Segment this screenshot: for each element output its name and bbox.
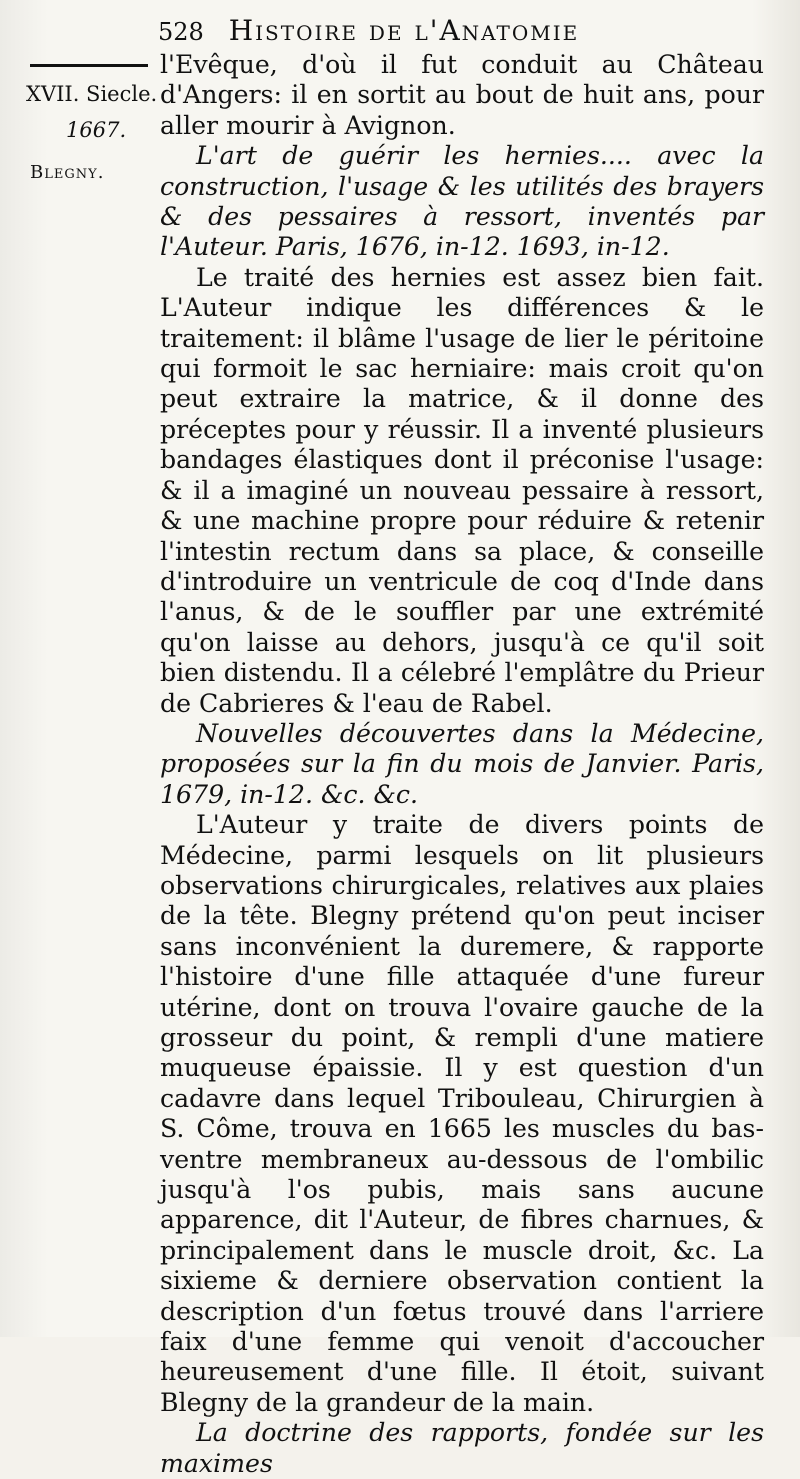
running-header: [158, 14, 778, 47]
margin-author: Blegny.: [30, 162, 105, 183]
running-title: Histoire de l'Anatomie: [228, 14, 580, 47]
paragraph-continuation: l'Evêque, d'où il fut conduit au Château d'Angers: il en sortit au bout de huit ans, pour aller mourir à Avignon.: [160, 50, 764, 140]
margin-century: XVII. Siecle.: [26, 82, 158, 106]
book-title-rapports: La doctrine des rapports, fondée sur les maximes: [160, 1418, 764, 1478]
paragraph-hernies: Le traité des hernies est assez bien fait. L'Auteur indique les différences & le traitement: il blâme l'usage de lier le péritoine qui formoit le sac herniaire: mais croit qu'on peut extraire la matrice, & il donne des préceptes pour y réussir. Il a inventé plusieurs bandages élastiques dont il préconise l'usage: & il a imaginé un nouveau pessaire à ressort, & une machine propre pour réduire & retenir l'intestin rectum dans sa place, & conseille d'introduire un ventricule de coq d'Inde dans l'anus, & de le souffler par une extrémité qu'on laisse au dehors, jusqu'à ce qu'il soit bien distendu. Il a célebré l'emplâtre du Prieur de Cabrieres & l'eau de Rabel.: [160, 262, 764, 718]
page-number: 528: [158, 18, 204, 46]
book-title-decouvertes: Nouvelles découvertes dans la Médecine, proposées sur la fin du mois de Janvier. Paris, 1679, in-12. &c. &c.: [160, 718, 764, 809]
body-text: [160, 50, 764, 1479]
book-title-hernies: L'art de guérir les hernies.... avec la construction, l'usage & les utilités des brayers & des pessaires à ressort, inventés par l'Auteur. Paris, 1676, in-12. 1693, in-12.: [160, 141, 764, 262]
margin-year: 1667.: [66, 118, 127, 142]
paragraph-decouvertes: L'Auteur y traite de divers points de Médecine, parmi lesquels on lit plusieurs observations chirurgicales, relatives aux plaies de la tête. Blegny prétend qu'on peut inciser sans inconvénient la duremere, & rapporte l'histoire d'une fille attaquée d'une fureur utérine, dont on trouva l'ovaire gauche de la grosseur du point, & rempli d'une matiere muqueuse épaissie. Il y est question d'un cadavre dans lequel Tribouleau, Chirurgien à S. Côme, trouva en 1665 les muscles du bas-ventre membraneux au-dessous de l'ombilic jusqu'à l'os pubis, mais sans aucune apparence, dit l'Auteur, de fibres charnues, & principalement dans le muscle droit, &c. La sixieme & derniere observation contient la description d'un fœtus trouvé dans l'arriere faix d'une femme qui venoit d'accoucher heureusement d'une fille. Il étoit, suivant Blegny de la grandeur de la main.: [160, 810, 764, 1417]
margin-rule: [30, 64, 148, 67]
